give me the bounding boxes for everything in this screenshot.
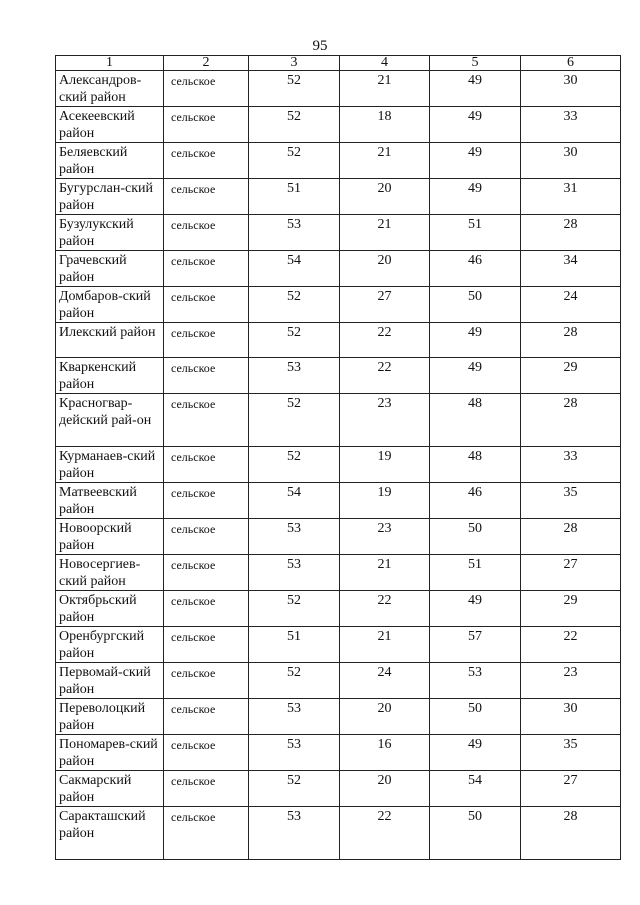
table-row <box>56 287 621 323</box>
value-cell-col4: 21 <box>340 627 430 663</box>
value-cell-col3: 53 <box>249 519 340 555</box>
district-table <box>55 55 621 860</box>
value-cell-col3: 52 <box>249 107 340 143</box>
value-cell-col6: 28 <box>521 394 621 447</box>
table-row <box>56 591 621 627</box>
value-cell-col5: 49 <box>430 71 521 107</box>
district-name-cell: Беляевский район <box>56 143 164 179</box>
value-cell-col5: 54 <box>430 771 521 807</box>
value-cell-col4: 22 <box>340 807 430 860</box>
table-row <box>56 251 621 287</box>
value-cell-col6: 29 <box>521 358 621 394</box>
value-cell-col6: 31 <box>521 179 621 215</box>
value-cell-col4: 21 <box>340 215 430 251</box>
value-cell-col6: 28 <box>521 323 621 358</box>
district-name-cell: Новоорский район <box>56 519 164 555</box>
table-row <box>56 358 621 394</box>
value-cell-col6: 29 <box>521 591 621 627</box>
settlement-type-cell: сельское <box>164 519 249 555</box>
value-cell-col4: 18 <box>340 107 430 143</box>
settlement-type-cell: сельское <box>164 663 249 699</box>
district-name-cell: Александров-ский район <box>56 71 164 107</box>
settlement-type-cell: сельское <box>164 735 249 771</box>
value-cell-col6: 35 <box>521 483 621 519</box>
table-row <box>56 735 621 771</box>
value-cell-col3: 54 <box>249 483 340 519</box>
value-cell-col6: 28 <box>521 215 621 251</box>
table-row <box>56 627 621 663</box>
table-body <box>56 71 621 860</box>
value-cell-col3: 52 <box>249 323 340 358</box>
value-cell-col4: 21 <box>340 143 430 179</box>
value-cell-col5: 46 <box>430 483 521 519</box>
value-cell-col4: 22 <box>340 358 430 394</box>
value-cell-col5: 49 <box>430 591 521 627</box>
value-cell-col3: 52 <box>249 447 340 483</box>
table-row <box>56 555 621 591</box>
value-cell-col3: 53 <box>249 215 340 251</box>
district-name-cell: Первомай-ский район <box>56 663 164 699</box>
table-row <box>56 323 621 358</box>
value-cell-col4: 21 <box>340 555 430 591</box>
value-cell-col6: 22 <box>521 627 621 663</box>
value-cell-col5: 50 <box>430 519 521 555</box>
table-header <box>56 56 621 71</box>
settlement-type-cell: сельское <box>164 287 249 323</box>
settlement-type-cell: сельское <box>164 699 249 735</box>
value-cell-col5: 49 <box>430 735 521 771</box>
value-cell-col6: 28 <box>521 807 621 860</box>
value-cell-col3: 53 <box>249 699 340 735</box>
value-cell-col4: 19 <box>340 447 430 483</box>
value-cell-col5: 50 <box>430 699 521 735</box>
value-cell-col3: 52 <box>249 591 340 627</box>
district-name-cell: Матвеевский район <box>56 483 164 519</box>
value-cell-col4: 20 <box>340 179 430 215</box>
district-name-cell: Переволоцкий район <box>56 699 164 735</box>
value-cell-col3: 53 <box>249 807 340 860</box>
table-row <box>56 519 621 555</box>
value-cell-col3: 53 <box>249 555 340 591</box>
value-cell-col6: 27 <box>521 555 621 591</box>
value-cell-col4: 23 <box>340 519 430 555</box>
district-name-cell: Курманаев-ский район <box>56 447 164 483</box>
value-cell-col5: 50 <box>430 287 521 323</box>
district-name-cell: Саракташский район <box>56 807 164 860</box>
column-header: 5 <box>430 56 521 71</box>
table-row <box>56 699 621 735</box>
value-cell-col3: 54 <box>249 251 340 287</box>
settlement-type-cell: сельское <box>164 71 249 107</box>
value-cell-col3: 51 <box>249 627 340 663</box>
table-row <box>56 179 621 215</box>
value-cell-col6: 30 <box>521 699 621 735</box>
district-name-cell: Новосергиев-ский район <box>56 555 164 591</box>
value-cell-col3: 52 <box>249 143 340 179</box>
value-cell-col4: 21 <box>340 71 430 107</box>
settlement-type-cell: сельское <box>164 591 249 627</box>
page-number: 95 <box>312 38 328 54</box>
district-name-cell: Красногвар-дейский рай-он <box>56 394 164 447</box>
value-cell-col4: 19 <box>340 483 430 519</box>
value-cell-col3: 53 <box>249 358 340 394</box>
value-cell-col5: 51 <box>430 215 521 251</box>
settlement-type-cell: сельское <box>164 323 249 358</box>
value-cell-col4: 20 <box>340 771 430 807</box>
value-cell-col4: 16 <box>340 735 430 771</box>
value-cell-col3: 52 <box>249 287 340 323</box>
district-name-cell: Илекский район <box>56 323 164 358</box>
district-name-cell: Кваркенский район <box>56 358 164 394</box>
value-cell-col5: 57 <box>430 627 521 663</box>
value-cell-col6: 35 <box>521 735 621 771</box>
value-cell-col3: 52 <box>249 71 340 107</box>
settlement-type-cell: сельское <box>164 179 249 215</box>
value-cell-col4: 23 <box>340 394 430 447</box>
value-cell-col4: 22 <box>340 323 430 358</box>
value-cell-col4: 22 <box>340 591 430 627</box>
column-header: 3 <box>249 56 340 71</box>
district-name-cell: Асекеевский район <box>56 107 164 143</box>
table-row <box>56 483 621 519</box>
column-header: 4 <box>340 56 430 71</box>
value-cell-col6: 34 <box>521 251 621 287</box>
value-cell-col5: 49 <box>430 179 521 215</box>
value-cell-col4: 20 <box>340 699 430 735</box>
table-row <box>56 771 621 807</box>
district-name-cell: Сакмарский район <box>56 771 164 807</box>
value-cell-col5: 49 <box>430 143 521 179</box>
settlement-type-cell: сельское <box>164 483 249 519</box>
value-cell-col3: 51 <box>249 179 340 215</box>
value-cell-col5: 48 <box>430 447 521 483</box>
value-cell-col6: 30 <box>521 143 621 179</box>
table-row <box>56 143 621 179</box>
settlement-type-cell: сельское <box>164 143 249 179</box>
settlement-type-cell: сельское <box>164 627 249 663</box>
settlement-type-cell: сельское <box>164 771 249 807</box>
table-row <box>56 71 621 107</box>
district-name-cell: Бузулукский район <box>56 215 164 251</box>
settlement-type-cell: сельское <box>164 447 249 483</box>
settlement-type-cell: сельское <box>164 107 249 143</box>
value-cell-col5: 53 <box>430 663 521 699</box>
column-header: 2 <box>164 56 249 71</box>
settlement-type-cell: сельское <box>164 251 249 287</box>
header-row <box>56 56 621 71</box>
settlement-type-cell: сельское <box>164 555 249 591</box>
value-cell-col6: 28 <box>521 519 621 555</box>
settlement-type-cell: сельское <box>164 807 249 860</box>
district-name-cell: Октябрьский район <box>56 591 164 627</box>
district-name-cell: Домбаров-ский район <box>56 287 164 323</box>
value-cell-col3: 52 <box>249 394 340 447</box>
district-name-cell: Бугурслан-ский район <box>56 179 164 215</box>
settlement-type-cell: сельское <box>164 394 249 447</box>
table-row <box>56 807 621 860</box>
table-row <box>56 215 621 251</box>
value-cell-col6: 24 <box>521 287 621 323</box>
value-cell-col5: 50 <box>430 807 521 860</box>
value-cell-col6: 33 <box>521 107 621 143</box>
district-name-cell: Оренбургский район <box>56 627 164 663</box>
table-row <box>56 663 621 699</box>
value-cell-col5: 49 <box>430 358 521 394</box>
district-name-cell: Грачевский район <box>56 251 164 287</box>
district-name-cell: Пономарев-ский район <box>56 735 164 771</box>
value-cell-col3: 52 <box>249 663 340 699</box>
column-header: 1 <box>56 56 164 71</box>
value-cell-col6: 33 <box>521 447 621 483</box>
value-cell-col6: 27 <box>521 771 621 807</box>
value-cell-col5: 51 <box>430 555 521 591</box>
value-cell-col4: 20 <box>340 251 430 287</box>
value-cell-col6: 23 <box>521 663 621 699</box>
value-cell-col5: 49 <box>430 107 521 143</box>
table-row <box>56 107 621 143</box>
column-header: 6 <box>521 56 621 71</box>
value-cell-col3: 53 <box>249 735 340 771</box>
value-cell-col3: 52 <box>249 771 340 807</box>
value-cell-col4: 24 <box>340 663 430 699</box>
value-cell-col6: 30 <box>521 71 621 107</box>
value-cell-col5: 49 <box>430 323 521 358</box>
value-cell-col5: 46 <box>430 251 521 287</box>
settlement-type-cell: сельское <box>164 215 249 251</box>
table-row <box>56 447 621 483</box>
settlement-type-cell: сельское <box>164 358 249 394</box>
table-row <box>56 394 621 447</box>
value-cell-col5: 48 <box>430 394 521 447</box>
value-cell-col4: 27 <box>340 287 430 323</box>
